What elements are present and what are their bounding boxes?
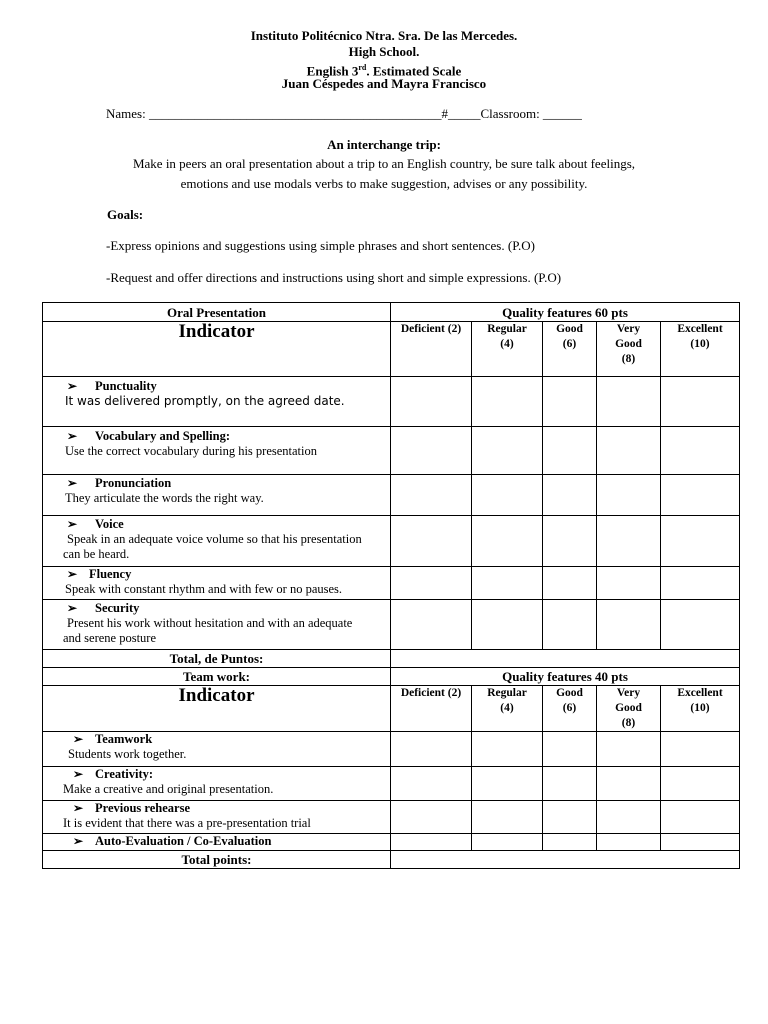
total-points-cell[interactable]: [391, 851, 740, 869]
scale-good: Good (6): [543, 322, 597, 377]
indicator-heading: Indicator: [43, 322, 391, 377]
score-cell[interactable]: [543, 516, 597, 567]
score-cell[interactable]: [543, 377, 597, 427]
goal-item: -Request and offer directions and instructions using short and simple expressions. (P.O): [106, 270, 562, 285]
subject-title: English 3rd. Estimated Scale: [306, 63, 462, 79]
section-heading: Oral Presentation: [43, 303, 391, 322]
score-cell[interactable]: [543, 475, 597, 516]
arrowhead-bullet-icon: ➢: [67, 567, 78, 581]
score-cell[interactable]: [661, 801, 740, 834]
score-cell[interactable]: [472, 600, 543, 650]
score-cell[interactable]: [472, 475, 543, 516]
activity-instructions-line2: emotions and use modals verbs to make suggestion, advises or any possibility.: [180, 176, 588, 191]
goal-item: -Express opinions and suggestions using simple phrases and short sentences. (P.O): [106, 238, 535, 253]
score-cell[interactable]: [391, 801, 472, 834]
criterion-name: Previous rehearse: [95, 801, 191, 815]
criterion-description: Students work together.: [68, 747, 187, 761]
score-cell[interactable]: [391, 427, 472, 475]
arrowhead-bullet-icon: ➢: [73, 834, 84, 848]
score-cell[interactable]: [661, 732, 740, 767]
score-cell[interactable]: [472, 767, 543, 801]
scale-regular: Regular (4): [472, 322, 543, 377]
criterion-row: [43, 567, 740, 600]
criterion-description: Present his work without hesitation and with an adequate and serene posture: [63, 616, 353, 645]
score-cell[interactable]: [472, 834, 543, 851]
criterion-name: Fluency: [89, 567, 132, 581]
oral-presentation-rubric: [42, 302, 740, 869]
criterion-description: It is evident that there was a pre-presentation trial: [63, 816, 311, 830]
criterion-description: It was delivered promptly, on the agreed date.: [65, 394, 345, 408]
goals-label: Goals:: [107, 207, 144, 222]
criterion-description: Use the correct vocabulary during his presentation: [65, 444, 317, 458]
score-cell[interactable]: [391, 516, 472, 567]
score-cell[interactable]: [661, 427, 740, 475]
score-cell[interactable]: [391, 732, 472, 767]
arrowhead-bullet-icon: ➢: [73, 732, 84, 746]
criterion-name: Security: [95, 601, 140, 615]
score-cell[interactable]: [597, 801, 661, 834]
criterion-row: [43, 732, 740, 767]
score-cell[interactable]: [543, 834, 597, 851]
score-cell[interactable]: [597, 732, 661, 767]
scale-deficient: Deficient (2): [391, 322, 472, 377]
score-cell[interactable]: [391, 567, 472, 600]
arrowhead-bullet-icon: ➢: [67, 601, 78, 615]
section-heading: Team work:: [43, 668, 391, 686]
score-cell[interactable]: [543, 600, 597, 650]
criterion-description: Speak with constant rhythm and with few or no pauses.: [65, 582, 343, 596]
score-cell[interactable]: [661, 600, 740, 650]
score-cell[interactable]: [472, 801, 543, 834]
scale-very-good: Very Good (8): [597, 686, 661, 732]
arrowhead-bullet-icon: ➢: [67, 476, 78, 490]
score-cell[interactable]: [597, 600, 661, 650]
score-cell[interactable]: [597, 516, 661, 567]
scale-excellent: Excellent (10): [661, 686, 740, 732]
scale-excellent: Excellent (10): [661, 322, 740, 377]
arrowhead-bullet-icon: ➢: [67, 517, 78, 531]
score-cell[interactable]: [543, 732, 597, 767]
criterion-name: Vocabulary and Spelling:: [95, 429, 230, 443]
score-cell[interactable]: [472, 427, 543, 475]
criterion-name: Creativity:: [95, 767, 154, 781]
score-cell[interactable]: [597, 475, 661, 516]
score-cell[interactable]: [661, 516, 740, 567]
score-cell[interactable]: [472, 516, 543, 567]
names-line: Names: _____________________________________________#_____Classroom: ______: [106, 106, 582, 121]
score-cell[interactable]: [391, 377, 472, 427]
scale-very-good: Very Good (8): [597, 322, 661, 377]
criterion-name: Pronunciation: [95, 476, 172, 490]
arrowhead-bullet-icon: ➢: [67, 429, 78, 443]
arrowhead-bullet-icon: ➢: [73, 767, 84, 781]
activity-instructions-line1: Make in peers an oral presentation about a trip to an English country, be sure talk about feelings,: [132, 156, 636, 171]
total-label: Total, de Puntos:: [43, 650, 391, 668]
score-cell[interactable]: [472, 567, 543, 600]
score-cell[interactable]: [391, 475, 472, 516]
scale-good: Good (6): [543, 686, 597, 732]
indicator-heading: Indicator: [43, 686, 391, 732]
arrowhead-bullet-icon: ➢: [67, 379, 78, 393]
score-cell[interactable]: [597, 567, 661, 600]
criterion-row: [43, 475, 740, 516]
score-cell[interactable]: [661, 567, 740, 600]
score-cell[interactable]: [543, 801, 597, 834]
score-cell[interactable]: [661, 834, 740, 851]
criterion-row: [43, 767, 740, 801]
criterion-row: [43, 834, 740, 851]
score-cell[interactable]: [472, 732, 543, 767]
total-points-label: Total points:: [43, 851, 391, 869]
score-cell[interactable]: [472, 377, 543, 427]
criterion-name: Teamwork: [95, 732, 153, 746]
score-cell[interactable]: [543, 767, 597, 801]
score-cell[interactable]: [661, 767, 740, 801]
criterion-name: Auto-Evaluation / Co-Evaluation: [95, 834, 272, 848]
criterion-name: Voice: [95, 517, 124, 531]
criterion-description: Make a creative and original presentation.: [63, 782, 274, 796]
score-cell[interactable]: [597, 427, 661, 475]
school-name: Instituto Politécnico Ntra. Sra. De las Mercedes.: [250, 28, 518, 43]
criterion-row: [43, 600, 740, 650]
scale-deficient: Deficient (2): [391, 686, 472, 732]
criterion-row: [43, 377, 740, 427]
authors: Juan Céspedes and Mayra Francisco: [281, 76, 487, 91]
score-cell[interactable]: [391, 767, 472, 801]
score-cell[interactable]: [543, 427, 597, 475]
criterion-description: They articulate the words the right way.: [65, 491, 264, 505]
criterion-name: Punctuality: [95, 379, 157, 393]
score-cell[interactable]: [597, 767, 661, 801]
criterion-row: [43, 427, 740, 475]
arrowhead-bullet-icon: ➢: [73, 801, 84, 815]
score-cell[interactable]: [597, 377, 661, 427]
criterion-description: Speak in an adequate voice volume so that his presentation can be heard.: [63, 532, 362, 561]
score-cell[interactable]: [543, 567, 597, 600]
criterion-row: [43, 801, 740, 834]
school-level: High School.: [348, 44, 420, 59]
score-cell[interactable]: [391, 834, 472, 851]
total-cell[interactable]: [391, 650, 740, 668]
criterion-row: [43, 516, 740, 567]
quality-heading: Quality features 40 pts: [391, 668, 740, 686]
score-cell[interactable]: [661, 377, 740, 427]
scale-regular: Regular (4): [472, 686, 543, 732]
score-cell[interactable]: [391, 600, 472, 650]
activity-title: An interchange trip:: [327, 137, 441, 152]
quality-heading: Quality features 60 pts: [391, 303, 740, 322]
score-cell[interactable]: [661, 475, 740, 516]
score-cell[interactable]: [597, 834, 661, 851]
